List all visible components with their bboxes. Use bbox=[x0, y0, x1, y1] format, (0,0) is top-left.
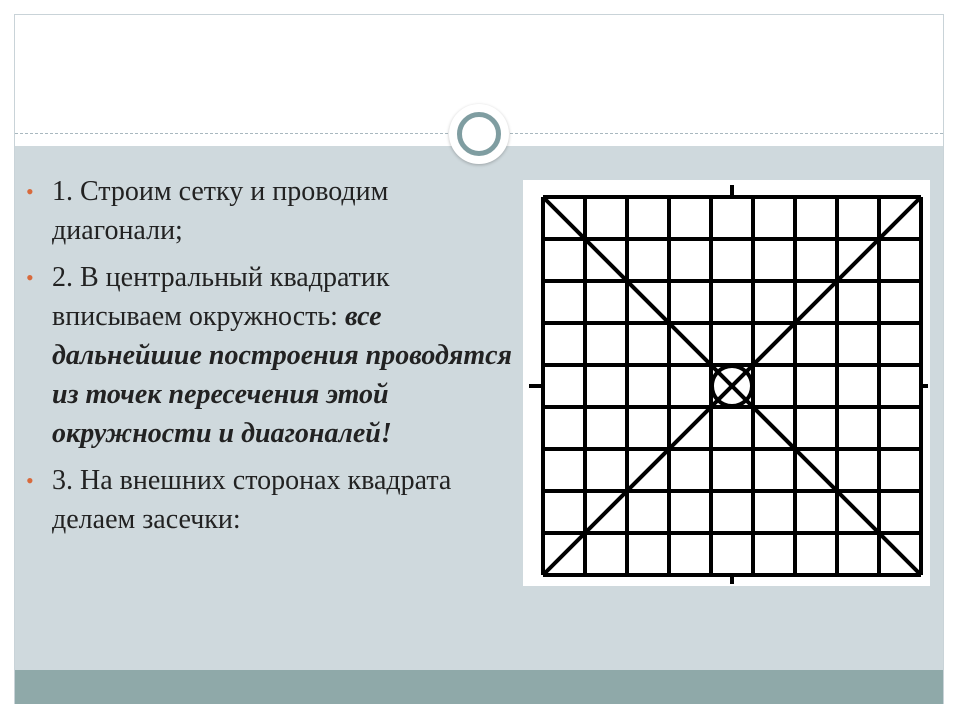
circle-ornament-icon bbox=[449, 104, 509, 164]
bullet-icon: • bbox=[26, 265, 34, 290]
grid-diagram bbox=[523, 180, 930, 586]
bullet-item-3 bbox=[26, 461, 516, 539]
bullet-text: 2. В центральный квадратик вписываем окружность: bbox=[52, 262, 390, 332]
bullet-icon: • bbox=[26, 468, 34, 493]
bullet-item-2 bbox=[26, 258, 516, 453]
bullet-emphasis: все дальнейшие построения проводятся из точек пересечения этой окружности и диагоналей! bbox=[52, 301, 512, 449]
bullet-text: 1. Строим сетку и проводим диагонали; bbox=[52, 176, 389, 246]
bullet-icon: • bbox=[26, 179, 34, 204]
footer-band bbox=[15, 670, 943, 704]
bullet-list bbox=[26, 172, 516, 547]
grid-figure bbox=[523, 180, 930, 586]
bullet-item-1 bbox=[26, 172, 516, 250]
bullet-text: 3. На внешних сторонах квадрата делаем засечки: bbox=[52, 465, 452, 535]
